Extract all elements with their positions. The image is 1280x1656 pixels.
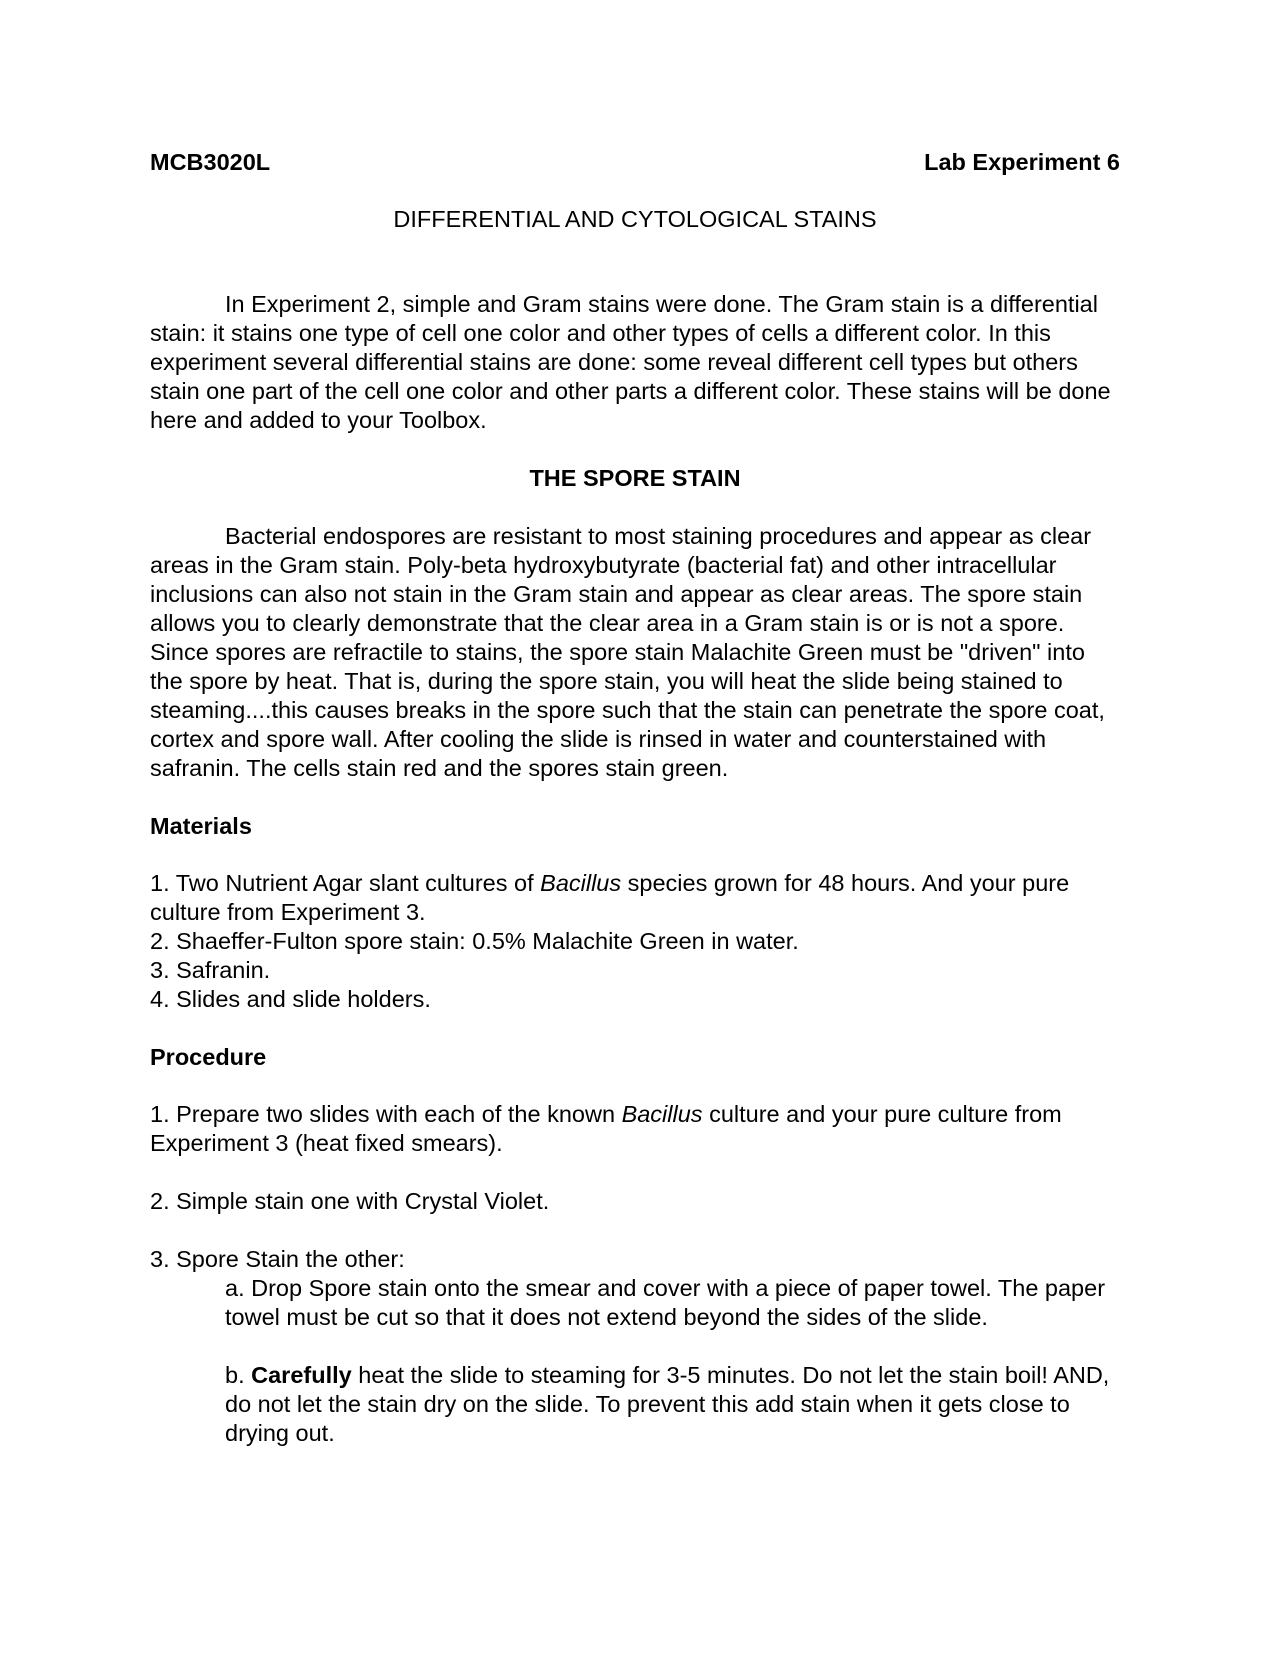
document-page [150, 148, 1120, 1448]
procedure-step-3-label: 3. Spore Stain the other: [150, 1246, 405, 1272]
spore-stain-heading: THE SPORE STAIN [529, 465, 741, 491]
procedure-list [150, 1100, 1120, 1448]
procedure-step-3a: a. Drop Spore stain onto the smear and cover with a piece of paper towel. The paper towel must be cut so that it does not extend beyond the sides of the slide. [225, 1275, 1106, 1330]
materials-heading: Materials [150, 813, 252, 839]
course-code: MCB3020L [150, 149, 271, 175]
procedure-step-2: 2. Simple stain one with Crystal Violet. [150, 1188, 550, 1214]
intro-paragraph: In Experiment 2, simple and Gram stains were done. The Gram stain is a differential stain: it stains one type of cell one color and other types of cells a different color. In this experiment several differential stains are done: some reveal different cell types but others stain one part of the cell one color and other parts a different color. These stains will be done here and added to your Toolbox. [150, 291, 1111, 433]
procedure-step-3b: b. Carefully heat the slide to steaming for 3-5 minutes. Do not let the stain boil! AND, do not let the stain dry on the slide. To prevent this add stain when it gets close to drying out. [225, 1362, 1110, 1446]
experiment-label: Lab Experiment 6 [924, 149, 1120, 175]
document-title: DIFFERENTIAL AND CYTOLOGICAL STAINS [393, 206, 877, 232]
materials-item-3: 3. Safranin. [150, 957, 271, 983]
materials-item-1: 1. Two Nutrient Agar slant cultures of Bacillus species grown for 48 hours. And your pure culture from Experiment 3. [150, 870, 1070, 925]
materials-list [150, 869, 1120, 1014]
materials-item-4: 4. Slides and slide holders. [150, 986, 431, 1012]
procedure-step-3 [150, 1245, 1120, 1448]
materials-item-2: 2. Shaeffer-Fulton spore stain: 0.5% Malachite Green in water. [150, 928, 799, 954]
spore-stain-paragraph: Bacterial endospores are resistant to most staining procedures and appear as clear areas in the Gram stain. Poly-beta hydroxybutyrate (bacterial fat) and other intracellular inclusions can also not stain in the Gram stain and appear as clear areas. The spore stain allows you to clearly demonstrate that the clear area in a Gram stain is or is not a spore. Since spores are refractile to stains, the spore stain Malachite Green must be "driven" into the spore by heat. That is, during the spore stain, you will heat the slide being stained to steaming....this causes breaks in the spore such that the stain can penetrate the spore coat, cortex and spore wall. After cooling the slide is rinsed in water and counterstained with safranin. The cells stain red and the spores stain green. [150, 523, 1105, 781]
procedure-heading: Procedure [150, 1044, 267, 1070]
procedure-step-1: 1. Prepare two slides with each of the known Bacillus culture and your pure culture from Experiment 3 (heat fixed smears). [150, 1101, 1062, 1156]
document-header [150, 148, 1120, 177]
